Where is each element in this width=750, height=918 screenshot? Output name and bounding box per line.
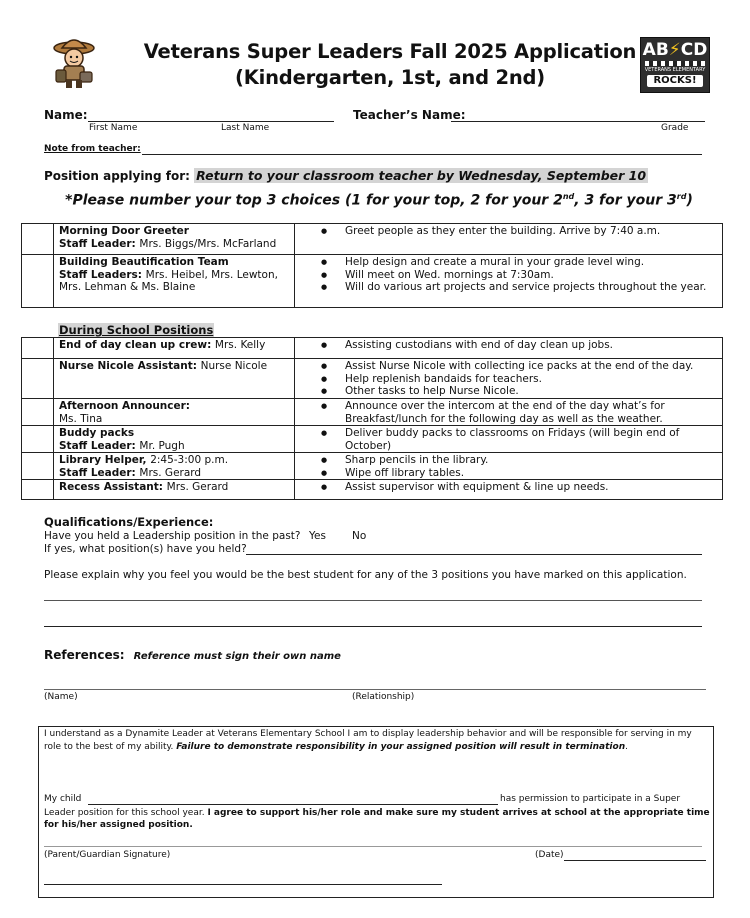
agreement-text xyxy=(44,728,710,754)
yes-option[interactable]: Yes xyxy=(309,530,326,542)
logo-school: VETERANS ELEMENTARY xyxy=(644,67,706,73)
agreement-line-1: I understand as a Dynamite Leader at Veterans Elementary School I am to display leadership behavior and will be responsible for serving in my xyxy=(44,729,692,739)
table-row xyxy=(22,453,723,480)
signature-guide-line xyxy=(44,846,702,847)
choices-instruction xyxy=(0,192,750,209)
duties-cell xyxy=(295,480,723,500)
permission-text xyxy=(44,807,710,831)
staff-leader-label: Staff Leader: xyxy=(59,237,140,250)
table-row xyxy=(22,359,723,399)
note-from-teacher-label: Note from teacher: xyxy=(44,144,141,154)
checker-strip xyxy=(645,61,705,66)
choice-rank-cell[interactable] xyxy=(22,255,54,308)
choice-rank-cell[interactable] xyxy=(22,224,54,255)
staff-leader-continued: Mrs. Lehman & Ms. Blaine xyxy=(59,281,196,293)
parent-signature-caption: (Parent/Guardian Signature) xyxy=(44,850,171,860)
last-name-caption: Last Name xyxy=(221,123,270,133)
date-field[interactable] xyxy=(564,860,706,861)
position-cell xyxy=(54,480,295,500)
duties-cell xyxy=(295,453,723,480)
teacher-name-field[interactable] xyxy=(451,121,705,122)
list-item-continued: Breakfast/lunch for the following day as well as the weather. xyxy=(345,412,663,425)
table-row xyxy=(22,426,723,453)
staff-leader: Mrs. Kelly xyxy=(214,339,266,351)
explain-line-1[interactable] xyxy=(44,600,702,601)
choice-rank-cell[interactable] xyxy=(22,399,54,426)
choice-rank-cell[interactable] xyxy=(22,480,54,500)
staff-leader: Mrs. Gerard xyxy=(139,466,202,479)
table-row xyxy=(22,224,723,255)
position-title: Library Helper, xyxy=(59,454,151,466)
permission-line-2: Leader position for this school year. xyxy=(44,808,208,818)
position-label: Position applying for: xyxy=(44,169,195,183)
position-cell xyxy=(54,399,295,426)
name-field[interactable] xyxy=(88,121,334,122)
title-line-1: Veterans Super Leaders Fall 2025 Application xyxy=(143,40,637,63)
position-cell xyxy=(54,426,295,453)
grade-caption: Grade xyxy=(661,123,689,133)
list-item: ● Assist Nurse Nicole with collecting ice packs at the end of the day. xyxy=(345,360,717,373)
position-title: Morning Door Greeter xyxy=(59,225,189,237)
position-title: Recess Assistant: xyxy=(59,481,167,493)
name-label: Name: xyxy=(44,108,88,122)
duties-cell xyxy=(295,399,723,426)
staff-leader-label: Staff Leaders: xyxy=(59,268,146,281)
explain-prompt: Please explain why you feel you would be the best student for any of the 3 positions you have marked on this application. xyxy=(44,569,687,581)
choice-rank-cell[interactable] xyxy=(22,359,54,399)
table-row xyxy=(22,399,723,426)
date-caption: (Date) xyxy=(535,850,564,860)
permission-line-3-bold: for his/her assigned position. xyxy=(44,820,193,830)
position-time: 2:45-3:00 p.m. xyxy=(150,454,229,466)
list-item: ● Assisting custodians with end of day clean up jobs. xyxy=(345,339,717,352)
logo-cd: CD xyxy=(680,40,708,60)
return-deadline: Return to your classroom teacher by Wednesday, September 10 xyxy=(196,168,647,183)
positions-held-question: If yes, what position(s) have you held? xyxy=(44,543,247,555)
list-item: ● Help design and create a mural in your grade level wing. xyxy=(345,256,717,269)
position-title: Afternoon Announcer: xyxy=(59,400,191,412)
duties-cell xyxy=(295,255,723,308)
references-line xyxy=(44,644,341,663)
position-line xyxy=(44,168,648,183)
instruction-part-c: ) xyxy=(686,192,693,209)
position-title: Nurse Nicole Assistant: xyxy=(59,360,201,372)
leadership-question: Have you held a Leadership position in the past? xyxy=(44,530,301,542)
list-item-continued: October) xyxy=(345,439,392,452)
teacher-name-label: Teacher’s Name: xyxy=(353,108,466,122)
list-item: ● Deliver buddy packs to classrooms on Fridays (will begin end of xyxy=(345,427,717,440)
staff-leader: Mrs. Heibel, Mrs. Lewton, xyxy=(145,268,278,281)
school-logo xyxy=(640,37,710,93)
agreement-warning: Failure to demonstrate responsibility in your assigned position will result in termination xyxy=(176,742,626,752)
position-cell xyxy=(54,338,295,359)
duties-cell xyxy=(295,359,723,399)
qualifications-heading: Qualifications/Experience: xyxy=(44,515,214,529)
note-from-teacher-field[interactable] xyxy=(142,154,702,155)
position-cell xyxy=(54,359,295,399)
permission-text-1: has permission to participate in a Super xyxy=(500,794,681,804)
positions-held-field[interactable] xyxy=(246,554,702,555)
list-item: ● Will do various art projects and service projects throughout the year. xyxy=(345,281,717,294)
staff-leader: Mr. Pugh xyxy=(139,439,185,452)
references-label: References: xyxy=(44,648,125,662)
staff-leader: Mrs. Biggs/Mrs. McFarland xyxy=(139,237,277,250)
my-child-label: My child xyxy=(44,794,82,804)
list-item: ● Assist supervisor with equipment & line up needs. xyxy=(345,481,717,494)
logo-rocks: ROCKS! xyxy=(647,75,703,87)
references-note: Reference must sign their own name xyxy=(133,651,341,662)
position-title: Buddy packs xyxy=(59,427,135,439)
child-name-field[interactable] xyxy=(88,804,498,805)
explain-line-2[interactable] xyxy=(44,626,702,627)
position-cell xyxy=(54,224,295,255)
no-option[interactable]: No xyxy=(352,530,367,542)
instruction-part-b: , 3 for your 3 xyxy=(574,192,677,209)
duties-cell xyxy=(295,224,723,255)
agreement-line-2-end: . xyxy=(625,742,628,752)
choice-rank-cell[interactable] xyxy=(22,453,54,480)
duties-cell xyxy=(295,426,723,453)
staff-leader: Nurse Nicole xyxy=(200,360,268,372)
staff-leader-label: Staff Leader: xyxy=(59,439,140,452)
choice-rank-cell[interactable] xyxy=(22,338,54,359)
choice-rank-cell[interactable] xyxy=(22,426,54,453)
staff-leader: Ms. Tina xyxy=(59,412,103,425)
position-title: Building Beautification Team xyxy=(59,256,229,268)
position-title: End of day clean up crew: xyxy=(59,339,215,351)
list-item: ● Will meet on Wed. mornings at 7:30am. xyxy=(345,269,717,282)
list-item: ● Other tasks to help Nurse Nicole. xyxy=(345,385,717,398)
before-school-positions-table xyxy=(21,223,723,308)
list-item: ● Sharp pencils in the library. xyxy=(345,454,717,467)
permission-line-2-bold: I agree to support his/her role and make sure my student arrives at school at the appropriate time xyxy=(207,808,710,818)
list-item: ● Help replenish bandaids for teachers. xyxy=(345,373,717,386)
parent-signature-field[interactable] xyxy=(44,884,442,885)
table-row xyxy=(22,480,723,500)
reference-signature-line[interactable] xyxy=(44,689,706,690)
instruction-sup-2: rd xyxy=(676,192,687,201)
reference-relationship-caption: (Relationship) xyxy=(352,692,415,702)
duties-cell xyxy=(295,338,723,359)
list-item: ● Wipe off library tables. xyxy=(345,467,717,480)
logo-ab: AB xyxy=(642,40,669,60)
agreement-line-2: role to the best of my ability. xyxy=(44,742,177,752)
table-row xyxy=(22,338,723,359)
staff-leader-label: Staff Leader: xyxy=(59,466,140,479)
title-line-2: (Kindergarten, 1st, and 2nd) xyxy=(235,66,545,89)
list-item: ● Greet people as they enter the building. Arrive by 7:40 a.m. xyxy=(345,225,717,238)
instruction-sup-1: nd xyxy=(562,192,575,201)
during-school-positions-table xyxy=(21,337,723,500)
lightning-bolt-icon: ⚡ xyxy=(668,40,681,60)
position-cell xyxy=(54,255,295,308)
list-item: ● Announce over the intercom at the end of the day what’s for xyxy=(345,400,717,413)
first-name-caption: First Name xyxy=(89,123,138,133)
staff-leader: Mrs. Gerard xyxy=(166,481,229,493)
table-row xyxy=(22,255,723,308)
instruction-part-a: *Please number your top 3 choices (1 for your top, 2 for your 2 xyxy=(65,192,563,209)
reference-name-caption: (Name) xyxy=(44,692,78,702)
position-cell xyxy=(54,453,295,480)
during-school-heading: During School Positions xyxy=(59,323,214,337)
